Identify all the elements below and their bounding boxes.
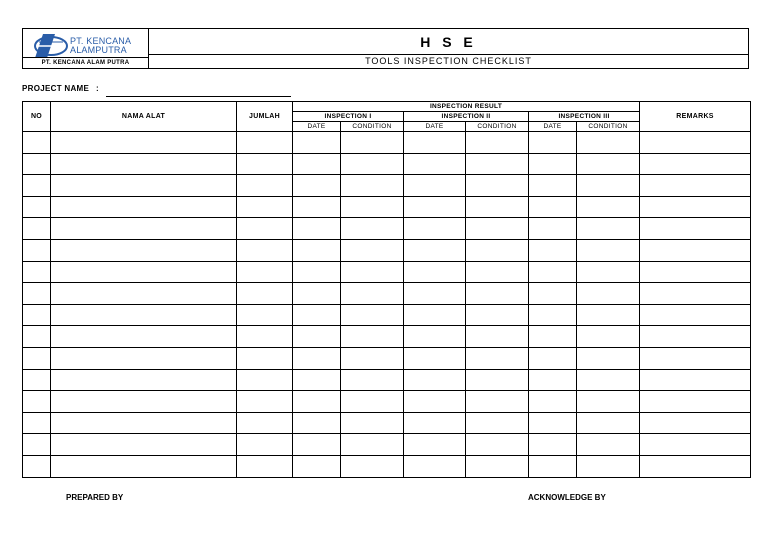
table-cell[interactable] xyxy=(293,412,341,434)
table-cell[interactable] xyxy=(640,153,751,175)
table-cell[interactable] xyxy=(23,196,51,218)
table-cell[interactable] xyxy=(237,132,293,154)
table-cell[interactable] xyxy=(529,175,577,197)
table-cell[interactable] xyxy=(529,434,577,456)
table-cell[interactable] xyxy=(466,434,529,456)
table-cell[interactable] xyxy=(640,283,751,305)
table-row xyxy=(23,132,751,154)
company-logo-cell xyxy=(23,29,149,68)
table-cell[interactable] xyxy=(293,132,341,154)
table-cell[interactable] xyxy=(293,283,341,305)
table-cell[interactable] xyxy=(237,391,293,413)
table-cell[interactable] xyxy=(529,239,577,261)
table-cell[interactable] xyxy=(237,175,293,197)
table-cell[interactable] xyxy=(529,218,577,240)
table-cell[interactable] xyxy=(51,455,237,477)
table-cell[interactable] xyxy=(640,175,751,197)
table-cell[interactable] xyxy=(640,196,751,218)
header-inspection-1-condition: CONDITION xyxy=(341,122,404,132)
table-cell[interactable] xyxy=(341,391,404,413)
table-cell[interactable] xyxy=(529,153,577,175)
header-jumlah: JUMLAH xyxy=(237,102,293,132)
table-cell[interactable] xyxy=(341,412,404,434)
table-row xyxy=(23,304,751,326)
document-subtitle: TOOLS INSPECTION CHECKLIST xyxy=(365,56,532,66)
table-cell[interactable] xyxy=(23,283,51,305)
header-remarks: REMARKS xyxy=(640,102,751,132)
table-row xyxy=(23,261,751,283)
table-cell[interactable] xyxy=(51,412,237,434)
table-cell[interactable] xyxy=(466,218,529,240)
table-cell[interactable] xyxy=(640,326,751,348)
table-cell[interactable] xyxy=(404,239,466,261)
table-cell[interactable] xyxy=(404,283,466,305)
table-cell[interactable] xyxy=(404,196,466,218)
table-cell[interactable] xyxy=(640,132,751,154)
table-cell[interactable] xyxy=(51,326,237,348)
table-cell[interactable] xyxy=(23,455,51,477)
table-cell[interactable] xyxy=(23,132,51,154)
table-cell[interactable] xyxy=(529,369,577,391)
table-cell[interactable] xyxy=(293,434,341,456)
table-cell[interactable] xyxy=(466,412,529,434)
acknowledge-by-label: ACKNOWLEDGE BY xyxy=(528,493,606,502)
table-cell[interactable] xyxy=(640,347,751,369)
table-cell[interactable] xyxy=(237,239,293,261)
table-row xyxy=(23,412,751,434)
table-cell[interactable] xyxy=(404,412,466,434)
table-cell[interactable] xyxy=(466,132,529,154)
header-no: NO xyxy=(23,102,51,132)
table-cell[interactable] xyxy=(341,153,404,175)
table-cell[interactable] xyxy=(51,369,237,391)
table-cell[interactable] xyxy=(23,218,51,240)
table-cell[interactable] xyxy=(51,132,237,154)
table-cell[interactable] xyxy=(341,196,404,218)
table-row xyxy=(23,175,751,197)
header-inspection-2-date: DATE xyxy=(404,122,466,132)
table-cell[interactable] xyxy=(577,455,640,477)
table-cell[interactable] xyxy=(341,304,404,326)
table-cell[interactable] xyxy=(529,196,577,218)
table-cell[interactable] xyxy=(529,326,577,348)
table-cell[interactable] xyxy=(341,326,404,348)
table-cell[interactable] xyxy=(466,175,529,197)
table-cell[interactable] xyxy=(640,218,751,240)
table-cell[interactable] xyxy=(293,347,341,369)
header-inspection-1: INSPECTION I xyxy=(293,112,404,122)
table-cell[interactable] xyxy=(237,369,293,391)
table-cell[interactable] xyxy=(466,239,529,261)
table-cell[interactable] xyxy=(237,283,293,305)
table-cell[interactable] xyxy=(640,304,751,326)
document-title: H S E xyxy=(149,29,748,55)
title-cell xyxy=(149,29,748,68)
table-cell[interactable] xyxy=(404,369,466,391)
table-cell[interactable] xyxy=(341,455,404,477)
table-cell[interactable] xyxy=(529,132,577,154)
table-cell[interactable] xyxy=(51,261,237,283)
table-cell[interactable] xyxy=(51,175,237,197)
table-cell[interactable] xyxy=(237,196,293,218)
table-cell[interactable] xyxy=(577,196,640,218)
table-cell[interactable] xyxy=(23,153,51,175)
table-cell[interactable] xyxy=(577,304,640,326)
table-cell[interactable] xyxy=(341,218,404,240)
prepared-by-label: PREPARED BY xyxy=(66,493,124,502)
table-cell[interactable] xyxy=(529,412,577,434)
table-cell[interactable] xyxy=(23,239,51,261)
table-cell[interactable] xyxy=(466,261,529,283)
table-cell[interactable] xyxy=(293,175,341,197)
table-row xyxy=(23,153,751,175)
table-row xyxy=(23,326,751,348)
table-cell[interactable] xyxy=(577,434,640,456)
table-cell[interactable] xyxy=(404,304,466,326)
table-cell[interactable] xyxy=(23,175,51,197)
table-cell[interactable] xyxy=(341,175,404,197)
table-cell[interactable] xyxy=(341,434,404,456)
table-cell[interactable] xyxy=(23,412,51,434)
table-cell[interactable] xyxy=(529,283,577,305)
table-cell[interactable] xyxy=(640,369,751,391)
table-cell[interactable] xyxy=(23,304,51,326)
table-cell[interactable] xyxy=(341,261,404,283)
table-cell[interactable] xyxy=(466,153,529,175)
table-cell[interactable] xyxy=(237,218,293,240)
table-cell[interactable] xyxy=(404,153,466,175)
table-cell[interactable] xyxy=(577,347,640,369)
table-cell[interactable] xyxy=(577,132,640,154)
table-cell[interactable] xyxy=(640,391,751,413)
table-cell[interactable] xyxy=(466,369,529,391)
project-name-colon: : xyxy=(96,84,99,93)
logo-text-line1: PT. KENCANA xyxy=(70,36,132,46)
table-cell[interactable] xyxy=(529,304,577,326)
table-row xyxy=(23,239,751,261)
table-cell[interactable] xyxy=(466,455,529,477)
table-row xyxy=(23,196,751,218)
table-cell[interactable] xyxy=(577,239,640,261)
inspection-checklist-table xyxy=(22,101,751,478)
table-row xyxy=(23,455,751,477)
project-name-label: PROJECT NAME xyxy=(22,84,90,93)
table-cell[interactable] xyxy=(404,218,466,240)
table-cell[interactable] xyxy=(341,347,404,369)
table-cell[interactable] xyxy=(51,283,237,305)
document-header xyxy=(22,28,749,69)
table-row xyxy=(23,391,751,413)
table-cell[interactable] xyxy=(577,391,640,413)
table-cell[interactable] xyxy=(51,218,237,240)
table-cell[interactable] xyxy=(529,261,577,283)
table-cell[interactable] xyxy=(341,239,404,261)
table-cell[interactable] xyxy=(466,283,529,305)
table-cell[interactable] xyxy=(577,412,640,434)
table-cell[interactable] xyxy=(51,434,237,456)
table-cell[interactable] xyxy=(341,132,404,154)
table-cell[interactable] xyxy=(23,434,51,456)
table-cell[interactable] xyxy=(51,304,237,326)
table-cell[interactable] xyxy=(293,455,341,477)
table-cell[interactable] xyxy=(577,175,640,197)
table-cell[interactable] xyxy=(51,196,237,218)
table-cell[interactable] xyxy=(640,261,751,283)
header-inspection-3: INSPECTION III xyxy=(529,112,640,122)
table-cell[interactable] xyxy=(23,391,51,413)
table-cell[interactable] xyxy=(529,455,577,477)
table-cell[interactable] xyxy=(640,455,751,477)
table-cell[interactable] xyxy=(466,304,529,326)
table-body xyxy=(23,132,751,478)
company-name: PT. KENCANA ALAM PUTRA xyxy=(23,57,148,68)
table-cell[interactable] xyxy=(293,153,341,175)
table-cell[interactable] xyxy=(51,153,237,175)
table-cell[interactable] xyxy=(404,434,466,456)
table-cell[interactable] xyxy=(51,391,237,413)
table-cell[interactable] xyxy=(577,218,640,240)
header-inspection-3-date: DATE xyxy=(529,122,577,132)
table-cell[interactable] xyxy=(293,304,341,326)
table-cell[interactable] xyxy=(577,369,640,391)
table-cell[interactable] xyxy=(237,412,293,434)
table-cell[interactable] xyxy=(577,261,640,283)
table-cell[interactable] xyxy=(529,347,577,369)
table-cell[interactable] xyxy=(577,153,640,175)
table-cell[interactable] xyxy=(640,412,751,434)
table-cell[interactable] xyxy=(404,261,466,283)
table-cell[interactable] xyxy=(237,434,293,456)
table-cell[interactable] xyxy=(237,261,293,283)
table-cell[interactable] xyxy=(404,347,466,369)
table-cell[interactable] xyxy=(293,239,341,261)
header-inspection-2-condition: CONDITION xyxy=(466,122,529,132)
table-row xyxy=(23,434,751,456)
table-cell[interactable] xyxy=(529,391,577,413)
table-cell[interactable] xyxy=(466,326,529,348)
table-cell[interactable] xyxy=(577,283,640,305)
header-nama-alat: NAMA ALAT xyxy=(51,102,237,132)
table-cell[interactable] xyxy=(466,196,529,218)
table-row xyxy=(23,283,751,305)
project-name-field[interactable] xyxy=(106,96,291,97)
table-cell[interactable] xyxy=(23,326,51,348)
table-cell[interactable] xyxy=(404,391,466,413)
table-cell[interactable] xyxy=(404,455,466,477)
table-cell[interactable] xyxy=(237,326,293,348)
table-cell[interactable] xyxy=(404,132,466,154)
table-cell[interactable] xyxy=(341,369,404,391)
table-cell[interactable] xyxy=(293,218,341,240)
table-cell[interactable] xyxy=(577,326,640,348)
header-inspection-3-condition: CONDITION xyxy=(577,122,640,132)
company-logo-icon xyxy=(29,32,69,60)
table-cell[interactable] xyxy=(640,239,751,261)
table-cell[interactable] xyxy=(466,391,529,413)
table-cell[interactable] xyxy=(640,434,751,456)
header-inspection-result: INSPECTION RESULT xyxy=(293,102,640,112)
logo-text-line2: ALAMPUTRA xyxy=(70,45,127,55)
header-inspection-2: INSPECTION II xyxy=(404,112,529,122)
table-cell[interactable] xyxy=(293,369,341,391)
table-cell[interactable] xyxy=(237,304,293,326)
table-row xyxy=(23,347,751,369)
table-cell[interactable] xyxy=(51,239,237,261)
table-cell[interactable] xyxy=(404,326,466,348)
table-cell[interactable] xyxy=(23,347,51,369)
table-cell[interactable] xyxy=(237,347,293,369)
table-cell[interactable] xyxy=(293,196,341,218)
table-cell[interactable] xyxy=(293,326,341,348)
table-cell[interactable] xyxy=(293,391,341,413)
table-cell[interactable] xyxy=(404,175,466,197)
table-row xyxy=(23,369,751,391)
table-cell[interactable] xyxy=(237,153,293,175)
table-cell[interactable] xyxy=(341,283,404,305)
table-cell[interactable] xyxy=(293,261,341,283)
table-cell[interactable] xyxy=(51,347,237,369)
table-cell[interactable] xyxy=(237,455,293,477)
table-cell[interactable] xyxy=(466,347,529,369)
table-cell[interactable] xyxy=(23,369,51,391)
table-row xyxy=(23,218,751,240)
table-cell[interactable] xyxy=(23,261,51,283)
header-inspection-1-date: DATE xyxy=(293,122,341,132)
